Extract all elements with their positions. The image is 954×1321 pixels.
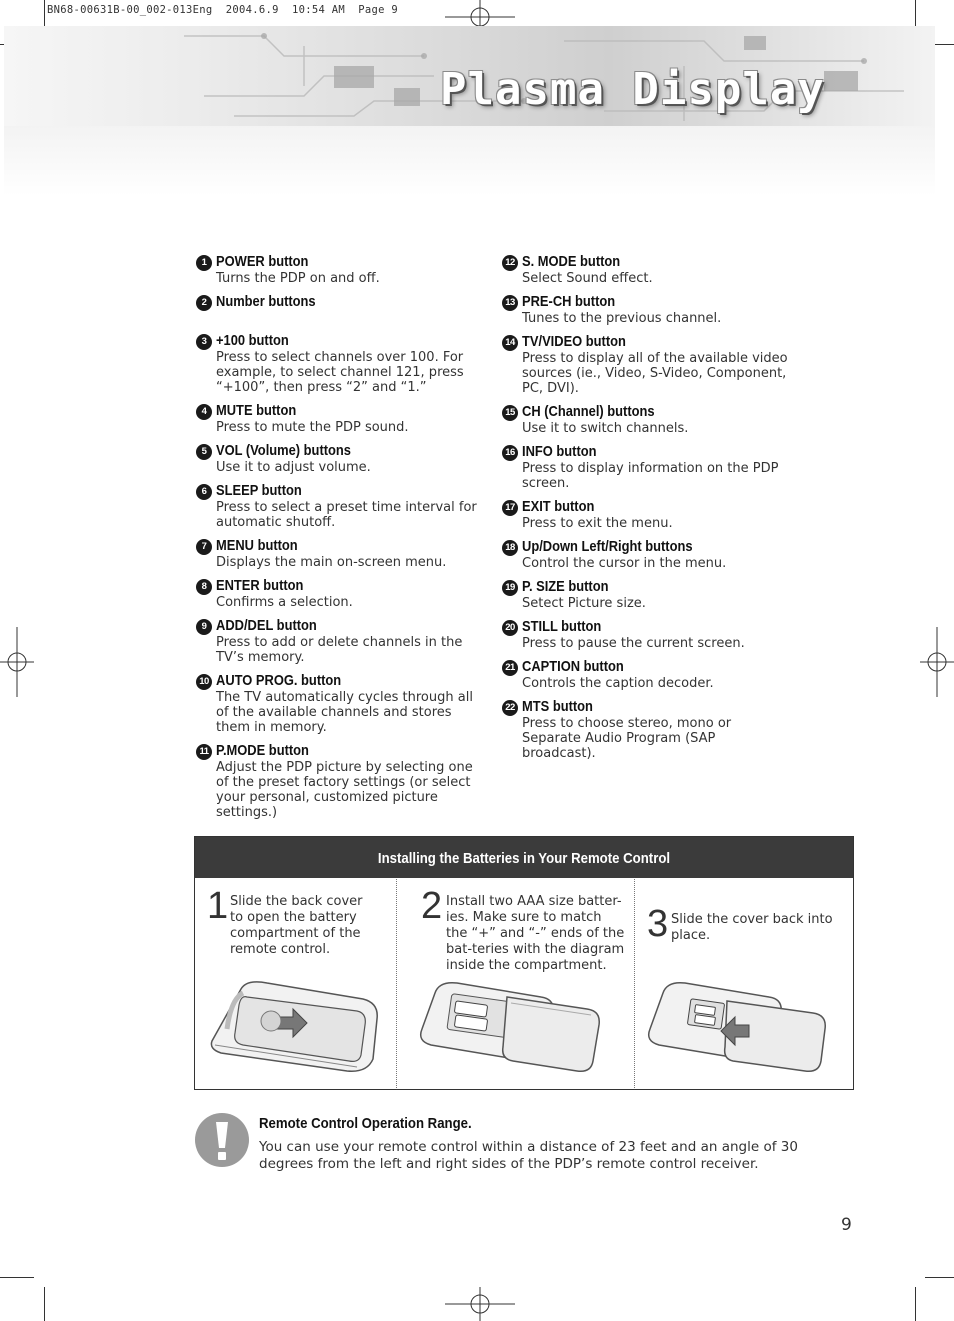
item-description: Press to select a preset time interval for automatic shutoff.: [216, 500, 477, 530]
item-number-badge: 20: [502, 620, 518, 636]
item-name: ENTER button: [216, 577, 304, 594]
list-item: [195, 402, 485, 435]
item-number-badge: 22: [502, 700, 518, 716]
exclamation-icon: [194, 1112, 250, 1168]
item-number-badge: 4: [196, 404, 212, 420]
item-description: Displays the main on-screen menu.: [216, 555, 447, 570]
list-item: [501, 578, 791, 611]
item-name: VOL (Volume) buttons: [216, 442, 351, 459]
item-number-badge: 11: [196, 744, 212, 760]
item-description: Use it to switch channels.: [522, 421, 689, 436]
item-description: Controls the caption decoder.: [522, 676, 714, 691]
item-name: MENU button: [216, 537, 298, 554]
item-number-badge: 3: [196, 334, 212, 350]
item-name: STILL button: [522, 618, 602, 635]
list-item: [501, 403, 791, 436]
item-description: Press to pause the current screen.: [522, 636, 745, 651]
banner-title: Plasma Display: [440, 64, 825, 115]
item-number-badge: 16: [502, 445, 518, 461]
note-title: Remote Control Operation Range.: [259, 1115, 472, 1132]
item-name: P. SIZE button: [522, 578, 609, 595]
item-name: CAPTION button: [522, 658, 624, 675]
crop-mark: [44, 1287, 45, 1321]
print-slug: BN68-00631B-00_002-013Eng 2004.6.9 10:54 AM Page 9: [47, 4, 398, 16]
item-name: INFO button: [522, 443, 597, 460]
item-name: Up/Down Left/Right buttons: [522, 538, 693, 555]
item-description: Adjust the PDP picture by selecting one of the preset factory settings (or select your personal, customized picture settings.): [216, 760, 473, 820]
crop-mark: [0, 1277, 34, 1278]
item-description: Press to exit the menu.: [522, 516, 673, 531]
list-item: [195, 442, 485, 475]
battery-box-title: Installing the Batteries in Your Remote Control: [377, 850, 671, 867]
remote-battery-illustration: [417, 979, 607, 1074]
list-item: [195, 253, 485, 286]
list-item: [195, 742, 485, 820]
item-description: Press to choose stereo, mono or Separate Audio Program (SAP broadcast).: [522, 716, 732, 761]
item-name: AUTO PROG. button: [216, 672, 342, 689]
page-number: 9: [841, 1215, 852, 1235]
item-description: Setect Picture size.: [522, 596, 646, 611]
item-description: The TV automatically cycles through all of the available channels and stores them in memory.: [216, 690, 473, 735]
item-number-badge: 15: [502, 405, 518, 421]
item-description: Select Sound effect.: [522, 271, 653, 286]
list-item: [501, 443, 791, 491]
step-number: 1: [207, 885, 229, 927]
list-item: [501, 293, 791, 326]
item-number-badge: 17: [502, 500, 518, 516]
item-description: Press to display all of the available video sources (ie., Video, S-Video, Component, PC, DVI).: [522, 351, 788, 396]
list-item: [501, 658, 791, 691]
list-item: [501, 498, 791, 531]
item-description: Confirms a selection.: [216, 595, 353, 610]
item-description: Tunes to the previous channel.: [522, 311, 722, 326]
list-item: [195, 672, 485, 735]
item-name: P.MODE button: [216, 742, 309, 759]
item-number-badge: 2: [196, 295, 212, 311]
list-item: [501, 538, 791, 571]
item-description: Press to display information on the PDP screen.: [522, 461, 779, 491]
item-name: POWER button: [216, 253, 309, 270]
battery-step-3: [634, 879, 853, 1088]
item-name: MUTE button: [216, 402, 297, 419]
battery-step-1: [195, 879, 395, 1088]
item-number-badge: 9: [196, 619, 212, 635]
remote-back-cover-illustration: [207, 979, 387, 1074]
item-number-badge: 21: [502, 660, 518, 676]
item-number-badge: 18: [502, 540, 518, 556]
item-number-badge: 13: [502, 295, 518, 311]
note-text: You can use your remote control within a distance of 23 feet and an angle of 30 degrees from the left and right sides of the PDP’s remote control receiver.: [259, 1139, 798, 1172]
list-item: [501, 253, 791, 286]
item-description: Press to select channels over 100. For example, to select channel 121, press “+100”, then press “2” and “1.”: [216, 350, 464, 395]
item-description: Turns the PDP on and off.: [216, 271, 380, 286]
button-list-left: [195, 253, 485, 827]
step-number: 3: [647, 903, 669, 945]
registration-mark-left: [0, 627, 34, 697]
list-item: [501, 333, 791, 396]
banner-fade: [4, 126, 935, 196]
item-number-badge: 8: [196, 579, 212, 595]
battery-box-header: [195, 837, 853, 878]
step-text: Slide the cover back into place.: [671, 912, 833, 943]
list-item: [501, 618, 791, 651]
item-number-badge: 14: [502, 335, 518, 351]
list-item: [195, 482, 485, 530]
list-item: [195, 293, 485, 311]
crop-mark: [915, 1287, 916, 1321]
item-name: SLEEP button: [216, 482, 302, 499]
crop-mark: [925, 1277, 954, 1278]
item-description: Control the cursor in the menu.: [522, 556, 727, 571]
item-number-badge: 1: [196, 255, 212, 271]
item-description: Press to add or delete channels in the TV’s memory.: [216, 635, 463, 665]
item-description: Press to mute the PDP sound.: [216, 420, 409, 435]
list-item: [195, 577, 485, 610]
item-number-badge: 19: [502, 580, 518, 596]
item-name: CH (Channel) buttons: [522, 403, 655, 420]
step-text: Install two AAA size batter-ies. Make sure to match the “+” and “-” ends of the bat-teries with the diagram inside the compartment.: [446, 894, 625, 973]
item-name: +100 button: [216, 332, 289, 349]
item-name: Number buttons: [216, 293, 316, 310]
list-item: [501, 698, 791, 761]
battery-step-2: [396, 879, 634, 1088]
item-name: ADD/DEL button: [216, 617, 317, 634]
item-number-badge: 7: [196, 539, 212, 555]
item-name: MTS button: [522, 698, 593, 715]
item-name: S. MODE button: [522, 253, 621, 270]
item-name: TV/VIDEO button: [522, 333, 626, 350]
list-item: [195, 617, 485, 665]
step-text: Slide the back cover to open the battery compartment of the remote control.: [230, 894, 363, 957]
list-item: [195, 332, 485, 395]
item-number-badge: 10: [196, 674, 212, 690]
item-number-badge: 6: [196, 484, 212, 500]
battery-install-box: [194, 836, 854, 1090]
button-list-right: [501, 253, 791, 768]
item-number-badge: 12: [502, 255, 518, 271]
remote-cover-close-illustration: [645, 979, 845, 1074]
item-number-badge: 5: [196, 444, 212, 460]
registration-mark-right: [920, 627, 954, 697]
header-banner: [4, 26, 935, 126]
item-name: EXIT button: [522, 498, 595, 515]
registration-mark-bottom: [445, 1287, 515, 1321]
item-description: Use it to adjust volume.: [216, 460, 371, 475]
item-name: PRE-CH button: [522, 293, 616, 310]
step-number: 2: [421, 885, 443, 927]
list-item: [195, 537, 485, 570]
